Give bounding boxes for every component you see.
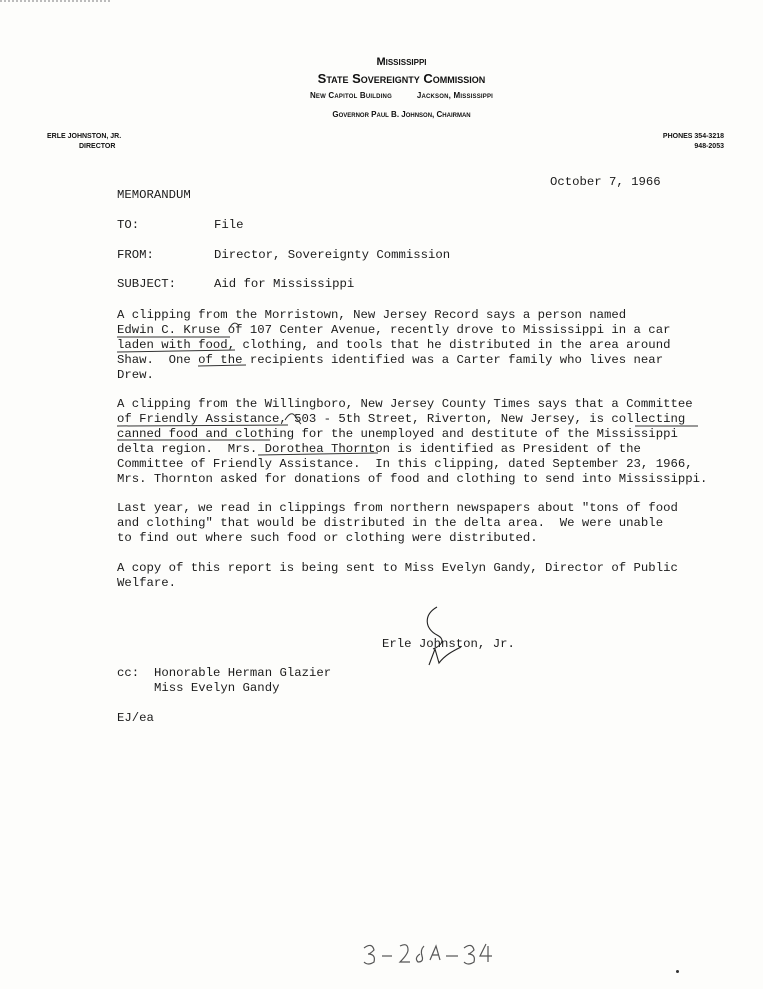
memo-date: October 7, 1966 bbox=[550, 175, 661, 189]
letterhead-commission: State Sovereignty Commission bbox=[317, 71, 486, 86]
underline-mark bbox=[258, 453, 378, 455]
speck-mark bbox=[676, 970, 679, 973]
paragraph-line: A clipping from the Willingboro, New Jersey County Times says that a Committee bbox=[117, 397, 693, 411]
paragraph-line: Welfare. bbox=[117, 576, 177, 590]
paragraph-line: Shaw. One of the recipients identified was a Carter family who lives near bbox=[117, 353, 664, 367]
cc-second: Miss Evelyn Gandy bbox=[154, 681, 280, 695]
paragraph-line: Drew. bbox=[117, 368, 154, 382]
director-title: DIRECTOR bbox=[79, 143, 116, 150]
paragraph-line: A copy of this report is being sent to Miss Evelyn Gandy, Director of Public bbox=[117, 561, 678, 575]
cc-first: Honorable Herman Glazier bbox=[154, 666, 332, 680]
phones-primary: PHONES 354-3218 bbox=[662, 133, 724, 140]
letterhead-governor: Governor Paul B. Johnson, Chairman bbox=[332, 110, 471, 119]
paragraph-line: A clipping from the Morristown, New Jersey Record says a person named bbox=[117, 308, 627, 322]
paragraph-line: Mrs. Thornton asked for donations of food and clothing to send into Mississippi. bbox=[117, 472, 708, 486]
underline-mark bbox=[117, 350, 235, 352]
from-value: Director, Sovereignty Commission bbox=[214, 248, 451, 262]
subject-label: SUBJECT: bbox=[117, 277, 177, 291]
paragraph-line: Last year, we read in clippings from northern newspapers about "tons of food bbox=[117, 501, 678, 515]
to-label: TO: bbox=[117, 218, 140, 232]
initials: EJ/ea bbox=[117, 711, 154, 725]
to-value: File bbox=[214, 218, 244, 232]
phones-secondary: 948-2053 bbox=[694, 143, 724, 150]
subject-value: Aid for Mississippi bbox=[214, 277, 355, 291]
memo-heading: MEMORANDUM bbox=[117, 188, 191, 202]
paragraph-line: Committee of Friendly Assistance. In this clipping, dated September 23, 1966, bbox=[117, 457, 693, 471]
paragraph-line: to find out where such food or clothing were distributed. bbox=[117, 531, 538, 545]
director-name: ERLE JOHNSTON, JR. bbox=[47, 133, 122, 140]
underline-mark bbox=[198, 365, 246, 366]
underline-mark bbox=[117, 425, 288, 426]
from-label: FROM: bbox=[117, 248, 154, 262]
comma-mark bbox=[229, 323, 239, 329]
handwritten-file-number bbox=[360, 938, 510, 968]
paragraph-line: Edwin C. Kruse of 107 Center Avenue, recently drove to Mississippi in a car bbox=[117, 323, 671, 337]
signature-typed-name: Erle Johnston, Jr. bbox=[382, 637, 515, 651]
comma-mark bbox=[285, 414, 301, 424]
paragraph-line: laden with food, clothing, and tools that he distributed in the area around bbox=[117, 338, 671, 352]
letterhead-city: Jackson, Mississippi bbox=[416, 91, 494, 100]
paragraph-line: delta region. Mrs. Dorothea Thornton is identified as President of the bbox=[117, 442, 641, 456]
paragraph-line: of Friendly Assistance, 503 - 5th Street, Riverton, New Jersey, is collecting bbox=[117, 412, 686, 426]
paragraph-line: canned food and clothing for the unemployed and destitute of the Mississippi bbox=[117, 427, 678, 441]
paragraph-line: and clothing" that would be distributed in the delta area. We were unable bbox=[117, 516, 664, 530]
letterhead-state: Mississippi bbox=[376, 56, 427, 68]
cc-label: cc: bbox=[117, 666, 140, 680]
letterhead-building: New Capitol Building bbox=[309, 91, 392, 100]
